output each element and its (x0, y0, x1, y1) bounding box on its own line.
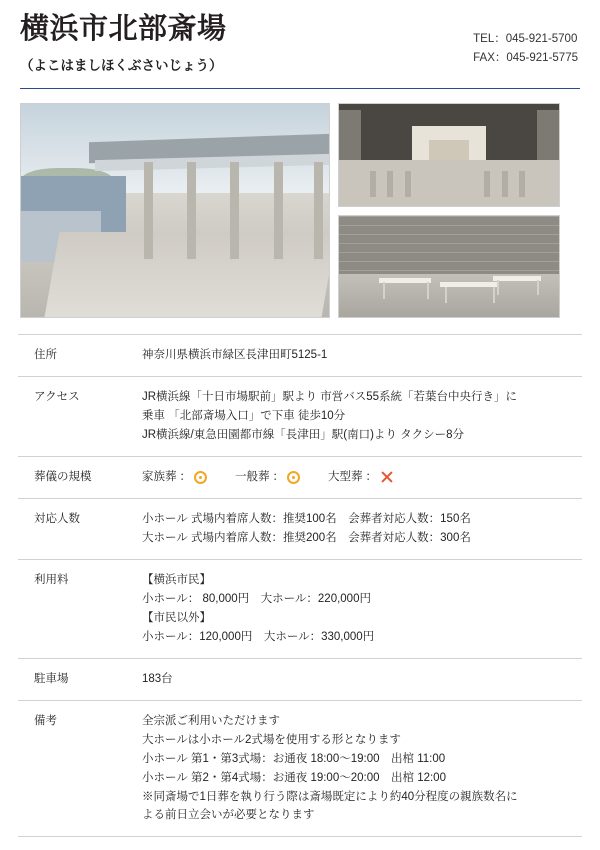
row-value-fee (136, 559, 582, 658)
text-line: 小ホール： 80,000円 大ホール：220,000円 (142, 592, 371, 605)
page-subtitle: （よこはましほくぶさいじょう） (20, 57, 223, 73)
text-line: 乗車 「北部斎場入口」で下車 徒歩10分 (142, 409, 346, 422)
text-line: 小ホール 式場内着席人数：推奨100名 会葬者対応人数：150名 (142, 512, 471, 525)
scale-marks (142, 468, 572, 487)
table-row (18, 658, 582, 700)
text-line: 小ホール：120,000円 大ホール：330,000円 (142, 630, 375, 643)
row-label-funeral-scale: 葬儀の規模 (34, 470, 92, 483)
row-value-access (136, 376, 582, 456)
colon: ： (365, 470, 377, 483)
row-label-address: 住所 (34, 349, 57, 361)
tel-text: TEL：045-921-5700 (473, 33, 578, 45)
fax-text: FAX：045-921-5775 (473, 51, 578, 64)
text-line: 【市民以外】 (142, 611, 211, 624)
table-row (18, 700, 582, 837)
exterior-entrance-photo (20, 103, 330, 318)
text-line: 全宗派ご利用いただけます (142, 714, 280, 727)
row-label-notes: 備考 (34, 714, 57, 727)
page-header (18, 0, 582, 78)
contact-block (473, 30, 578, 68)
text-line: JR横浜線「十日市場駅前」駅より 市営バス55系統「若葉台中央行き」に (142, 390, 518, 403)
row-label-access: アクセス (34, 390, 80, 403)
row-value-notes (136, 700, 582, 837)
table-row (18, 335, 582, 377)
text-line: JR横浜線/東急田園都市線「長津田」駅(南口)より タクシー8分 (142, 428, 464, 441)
photo-gallery (20, 103, 580, 318)
text-line: ※同斎場で1日葬を執り行う際は斎場既定により約40分程度の親族数名に (142, 790, 518, 803)
row-value-funeral-scale (136, 456, 582, 498)
text-line: よる前日立会いが必要となります (142, 809, 315, 822)
circle-mark-icon (287, 471, 300, 484)
scale-label: 家族葬 (142, 470, 177, 483)
row-value-capacity (136, 498, 582, 559)
row-label-capacity: 対応人数 (34, 512, 80, 525)
table-row (18, 559, 582, 658)
row-value-address (136, 335, 582, 377)
table-row (18, 376, 582, 456)
scale-item-general (235, 468, 300, 487)
circle-mark-icon (194, 471, 207, 484)
text-line: 神奈川県横浜市緑区長津田町5125-1 (142, 349, 328, 361)
header-divider (20, 88, 580, 89)
ceremony-hall-photo (338, 103, 560, 207)
text-line: 小ホール 第1・第3式場：お通夜 18:00～19:00 出棺 11:00 (142, 752, 446, 765)
scale-label: 大型葬 (328, 470, 363, 483)
waiting-room-photo (338, 215, 560, 319)
page-title: 横浜市北部斎場 (20, 13, 227, 45)
table-row (18, 498, 582, 559)
text-line: 大ホールは小ホール2式場を使用する形となります (142, 733, 401, 746)
row-label-fee: 利用料 (34, 573, 69, 586)
text-line: 小ホール 第2・第4式場：お通夜 19:00～20:00 出棺 12:00 (142, 771, 446, 784)
text-line: 183台 (142, 672, 173, 685)
facility-info-table (18, 334, 582, 837)
row-value-parking (136, 658, 582, 700)
cross-mark-icon (380, 470, 394, 484)
table-row (18, 456, 582, 498)
row-label-parking: 駐車場 (34, 672, 69, 685)
scale-item-family (142, 468, 207, 487)
scale-item-large (328, 468, 394, 487)
colon: ： (179, 470, 191, 483)
text-line: 【横浜市民】 (142, 573, 211, 586)
colon: ： (272, 470, 284, 483)
scale-label: 一般葬 (235, 470, 270, 483)
text-line: 大ホール 式場内着席人数：推奨200名 会葬者対応人数：300名 (142, 531, 471, 544)
